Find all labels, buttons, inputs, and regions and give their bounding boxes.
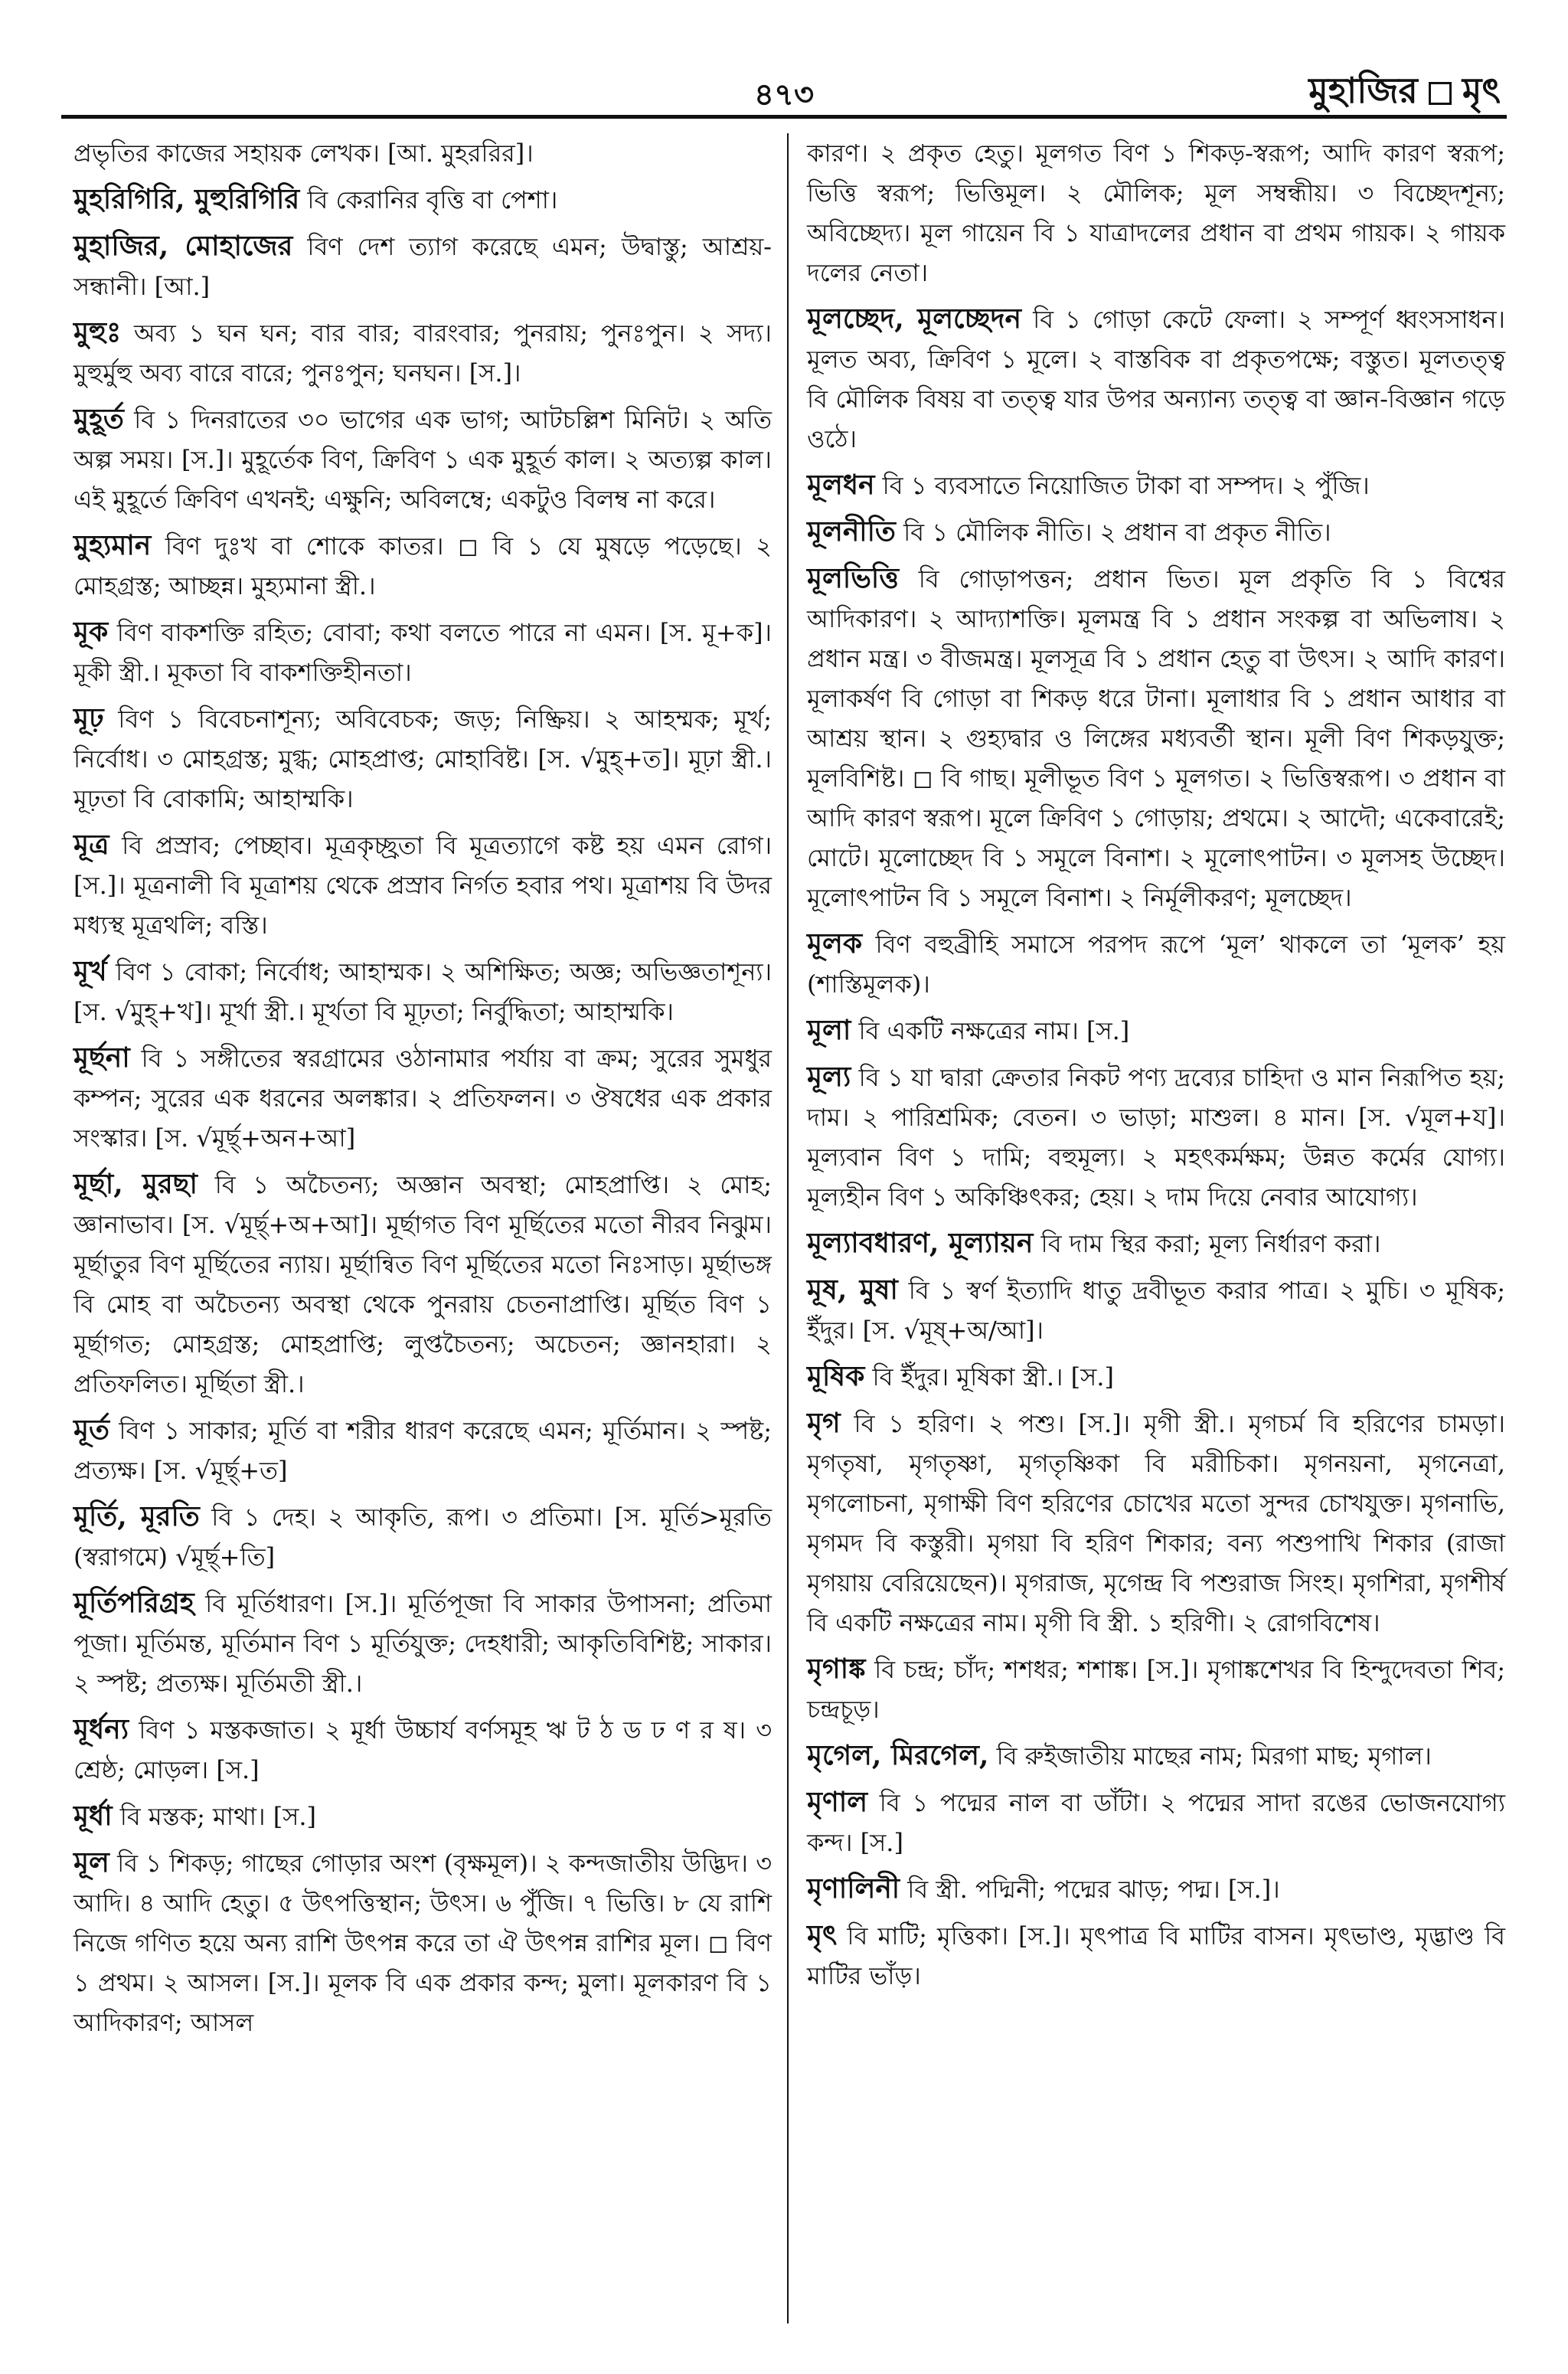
entry-definition: বিণ বাকশক্তি রহিত; বোবা; কথা বলতে পারে না এমন। [স. মূ+ক]। মূকী স্ত্রী.। মূকতা বি বাকশক্তিহীনতা। [74, 618, 773, 687]
dictionary-entry [74, 698, 772, 819]
dictionary-entry [807, 512, 1505, 552]
page-number: ৪৭৩ [754, 77, 814, 113]
dictionary-entry [74, 951, 772, 1032]
dictionary-entry [74, 1709, 772, 1790]
dictionary-entry [807, 1057, 1505, 1217]
dictionary-entry [807, 924, 1505, 1004]
entry-definition: বিণ দেশ ত্যাগ করেছে এমন; উদ্বাস্তু; আশ্রয়-সন্ধানী। [আ.] [74, 232, 772, 301]
running-head-last: মৃৎ [1462, 70, 1501, 111]
entry-headword: মূল্য [807, 1061, 851, 1093]
dictionary-entry [807, 1869, 1505, 1909]
entry-definition: বি রুইজাতীয় মাছের নাম; মিরগা মাছ; মৃগাল। [996, 1741, 1432, 1771]
dictionary-entry [74, 1038, 772, 1158]
entry-definition: বি ১ দেহ। ২ আকৃতি, রূপ। ৩ প্রতিমা। [স. মূর্তি>মূরতি (স্বরাগমে) √মূর্ছ্+তি] [74, 1503, 772, 1571]
entry-headword: মূলচ্ছেদ, মূলচ্ছেদন [807, 302, 1022, 335]
entry-headword: মূলক [807, 927, 862, 960]
dictionary-entry [807, 299, 1505, 459]
entry-definition: বি মস্তক; মাথা। [স.] [119, 1802, 316, 1831]
entry-headword: মূর্ছনা [74, 1041, 130, 1074]
entry-definition: বি দাম স্থির করা; মূল্য নির্ধারণ করা। [1040, 1229, 1381, 1258]
entry-headword: মূলা [807, 1014, 851, 1046]
dictionary-entry [74, 226, 772, 306]
entry-headword: মূলভিত্তি [807, 562, 899, 594]
dictionary-entry [807, 1735, 1505, 1776]
dictionary-entry [807, 1010, 1505, 1051]
dictionary-entry [807, 1356, 1505, 1397]
entry-definition: বি ১ পদ্মের নাল বা ডাঁটা। ২ পদ্মের সাদা রঙের ভোজনযোগ্য কন্দ। [স.] [807, 1788, 1506, 1857]
entry-definition: বিণ ১ মস্তকজাত। ২ মূর্ধা উচ্চার্য বর্ণসমূহ ঋ ট ঠ ড ঢ ণ র ষ। ৩ শ্রেষ্ঠ; মোড়ল। [স.] [74, 1715, 772, 1784]
entry-definition: বি ১ হরিণ। ২ পশু। [স.]। মৃগী স্ত্রী.। মৃগচর্ম বি হরিণের চামড়া। মৃগতৃষা, মৃগতৃষ্ণা, মৃগতৃষ্ণিকা বি মরীচিকা। মৃগনয়না, মৃগনেত্রা, মৃগলোচনা, মৃগাক্ষী বিণ হরিণের চোখের মতো সুন্দর চোখযুক্ত। মৃগনাভি, মৃগমদ বি কস্তুরী। মৃগয়া বি হরিণ শিকার; বন্য পশুপাখি শিকার (রাজা মৃগয়ায় বেরিয়েছেন)। মৃগরাজ, মৃগেন্দ্র বি পশুরাজ সিংহ। মৃগশিরা, মৃগশীর্ষ বি একটি নক্ষত্রের নাম। মৃগী বি স্ত্রী. ১ হরিণী। ২ রোগবিশেষ। [807, 1409, 1505, 1637]
entry-definition: বিণ ১ বোকা; নির্বোধ; আহাম্মক। ২ অশিক্ষিত; অজ্ঞ; অভিজ্ঞতাশূন্য। [স. √মুহ্+খ]। মূর্খা স্ত্রী.। মূর্খতা বি মূঢ়তা; নির্বুদ্ধিতা; আহাম্মকি। [74, 957, 773, 1026]
entry-definition: বিণ ১ বিবেচনাশূন্য; অবিবেচক; জড়; নিষ্ক্রিয়। ২ আহম্মক; মূর্খ; নির্বোধ। ৩ মোহগ্রস্ত; মুগ্ধ; মোহপ্রাপ্ত; মোহাবিষ্ট। [স. √মুহ্+ত]। মূঢ়া স্ত্রী.। মূঢ়তা বি বোকামি; আহাম্মকি। [74, 705, 773, 813]
entry-definition: বি ১ মৌলিক নীতি। ২ প্রধান বা প্রকৃত নীতি। [903, 518, 1331, 547]
dictionary-entry [807, 558, 1505, 917]
dictionary-entry [807, 1403, 1505, 1643]
entry-headword: মূর্ত [74, 1414, 110, 1446]
dictionary-entry [74, 1843, 772, 2042]
entry-definition: বি মাটি; মৃত্তিকা। [স.]। মৃৎপাত্র বি মাটির বাসন। মৃৎভাণ্ড, মৃদ্ভাণ্ড বি মাটির ভাঁড়। [807, 1921, 1505, 1990]
entry-headword: মুহূর্ত [74, 403, 124, 435]
box-separator-icon [1429, 82, 1452, 105]
dictionary-entry [74, 1410, 772, 1490]
entry-definition: প্রভৃতির কাজের সহায়ক লেখক। [আ. মুহররির]। [74, 139, 534, 168]
entry-headword: মূর্তিপরিগ্রহ [74, 1587, 194, 1619]
entry-headword: মৃগাঙ্ক [807, 1653, 866, 1685]
dictionary-entry [74, 1583, 772, 1703]
entry-definition: বি একটি নক্ষত্রের নাম। [স.] [858, 1016, 1130, 1045]
entry-headword: মুহাজির, মোহাজের [74, 230, 293, 262]
entry-headword: মূষিক [807, 1360, 865, 1392]
entry-headword: মূলধন [807, 469, 875, 501]
entry-definition: বি চন্দ্র; চাঁদ; শশধর; শশাঙ্ক। [স.]। মৃগাঙ্কশেখর বি হিন্দুদেবতা শিব; চন্দ্রচূড়। [807, 1655, 1505, 1724]
dictionary-entry [807, 1915, 1505, 1996]
entry-headword: মূক [74, 616, 109, 648]
dictionary-entry [807, 133, 1505, 293]
entry-definition: বি ১ স্বর্ণ ইত্যাদি ধাতু দ্রবীভূত করার পাত্র। ২ মুচি। ৩ মূষিক; ইঁদুর। [স. √মূষ্+অ/আ]। [807, 1276, 1506, 1345]
entry-definition: বি প্রস্রাব; পেচ্ছাব। মূত্রকৃচ্ছ্রতা বি মূত্রত্যাগে কষ্ট হয় এমন রোগ। [স.]। মূত্রনালী বি মূত্রাশয় থেকে প্রস্রাব নির্গত হবার পথ। মূত্রাশয় বি উদর মধ্যস্থ মূত্রথলি; বস্তি। [74, 831, 773, 940]
running-head-first: মুহাজির [1308, 70, 1418, 111]
entry-headword: মূল্যাবধারণ, মূল্যায়ন [807, 1227, 1034, 1259]
entry-headword: মূর্ধা [74, 1800, 113, 1832]
dictionary-entry [74, 179, 772, 220]
entry-definition: বি স্ত্রী. পদ্মিনী; পদ্মের ঝাড়; পদ্ম। [স.]। [907, 1875, 1280, 1904]
entry-headword: মূল [74, 1846, 109, 1879]
dictionary-entry [807, 1782, 1505, 1862]
dictionary-entry [74, 825, 772, 945]
entry-headword: মূলনীতি [807, 515, 896, 548]
entry-definition: বি গোড়াপত্তন; প্রধান ভিত। মূল প্রকৃতি বি ১ বিশ্বের আদিকারণ। ২ আদ্যাশক্তি। মূলমন্ত্র বি ১ প্রধান সংকল্প বা অভিলাষ। ২ প্রধান মন্ত্র। ৩ বীজমন্ত্র। মূলসূত্র বি ১ প্রধান হেতু বা উৎস। ২ আদি কারণ। মূলাকর্ষণ বি গোড়া বা শিকড় ধরে টানা। মূলাধার বি ১ প্রধান আধার বা আশ্রয় স্থান। ২ গুহ্যদ্বার ও লিঙ্গের মধ্যবর্তী স্থান। মূলী বিণ শিকড়যুক্ত; মূলবিশিষ্ট। ◻ বি গাছ। মূলীভূত বিণ ১ মূলগত। ২ ভিত্তিস্বরূপ। ৩ প্রধান বা আদি কারণ স্বরূপ। মূলে ক্রিবিণ ১ গোড়ায়; প্রথমে। ২ আদৌ; একেবারেই; মোটে। মূলোচ্ছেদ বি ১ সমূলে বিনাশ। ২ মূলোৎপাটন। ৩ মূলসহ উচ্ছেদ। মূলোৎপাটন বি ১ সমূলে বিনাশ। ২ নির্মূলীকরণ; মূলচ্ছেদ। [807, 564, 1505, 912]
dictionary-entry [807, 1649, 1505, 1729]
column-divider [787, 133, 789, 2323]
entry-definition: বি ১ দিনরাতের ৩০ ভাগের এক ভাগ; আটচল্লিশ মিনিট। ২ অতি অল্প সময়। [স.]। মুহূর্তেক বিণ, ক্রিবিণ ১ এক মুহূর্ত কাল। ২ অত্যল্প কাল। এই মুহূর্তে ক্রিবিণ এখনই; এক্ষুনি; অবিলম্বে; একটুও বিলম্ব না করে। [74, 405, 772, 514]
entry-headword: মূঢ় [74, 702, 104, 734]
dictionary-entry [74, 525, 772, 606]
entry-headword: মুহ্যমান [74, 529, 152, 561]
entry-headword: মূত্র [74, 829, 109, 861]
entry-headword: মূর্খ [74, 955, 107, 987]
entry-headword: মুহরিগিরি, মুহুরিগিরি [74, 183, 300, 215]
dictionary-entry [807, 1270, 1505, 1350]
entry-definition: বিণ দুঃখ বা শোকে কাতর। ◻ বি ১ যে মুষড়ে পড়েছে। ২ মোহগ্রস্ত; আচ্ছন্ন। মুহ্যমানা স্ত্রী.। [74, 531, 772, 600]
entry-definition: বি ১ ব্যবসাতে নিয়োজিত টাকা বা সম্পদ। ২ পুঁজি। [882, 471, 1370, 500]
entry-definition: বি ১ গোড়া কেটে ফেলা। ২ সম্পূর্ণ ধ্বংসসাধন। মূলত অব্য, ক্রিবিণ ১ মূলে। ২ বাস্তবিক বা প্রকৃতপক্ষে; বস্তুত। মূলতত্ত্ব বি মৌলিক বিষয় বা তত্ত্ব যার উপর অন্যান্য তত্ত্ব বা জ্ঞান-বিজ্ঞান গড়ে ওঠে। [807, 305, 1506, 453]
entry-headword: মৃগ [807, 1407, 841, 1439]
entry-headword: মৃৎ [807, 1919, 838, 1951]
entry-definition: বি ১ শিকড়; গাছের গোড়ার অংশ (বৃক্ষমূল)। ২ কন্দজাতীয় উদ্ভিদ। ৩ আদি। ৪ আদি হেতু। ৫ উৎপত্তিস্থান; উৎস। ৬ পুঁজি। ৭ ভিত্তি। ৮ যে রাশি নিজে গণিত হয়ে অন্য রাশি উৎপন্ন করে তা ঐ উৎপন্ন রাশির মূল। ◻ বিণ ১ প্রথম। ২ আসল। [স.]। মূলক বি এক প্রকার কন্দ; মুলা। মূলকারণ বি ১ আদিকারণ; আসল [74, 1849, 773, 2037]
header-rule [61, 115, 1507, 119]
entry-headword: মৃগেল, মিরগেল, [807, 1739, 989, 1771]
dictionary-entry [74, 1796, 772, 1836]
entry-definition: বি কেরানির বৃত্তি বা পেশা। [307, 185, 558, 214]
entry-definition: অব্য ১ ঘন ঘন; বার বার; বারংবার; পুনরায়; পুনঃপুন। ২ সদ্য। মুহুর্মুহু অব্য বারে বারে; পুনঃপুন; ঘনঘন। [স.]। [74, 319, 772, 387]
dictionary-entry [74, 1164, 772, 1404]
dictionary-entry [74, 612, 772, 692]
entry-headword: মূর্ধন্য [74, 1713, 129, 1745]
dictionary-entry [74, 1496, 772, 1577]
entry-definition: বিণ বহুব্রীহি সমাসে পরপদ রূপে ‘মূল’ থাকলে তা ‘মূলক’ হয় (শাস্তিমূলক)। [807, 930, 1505, 999]
entry-headword: মৃণালিনী [807, 1872, 900, 1905]
entry-definition: কারণ। ২ প্রকৃত হেতু। মূলগত বিণ ১ শিকড়-স্বরূপ; আদি কারণ স্বরূপ; ভিত্তি স্বরূপ; ভিত্তিমূল। ২ মৌলিক; মূল সম্বন্ধীয়। ৩ বিচ্ছেদশূন্য; অবিচ্ছেদ্য। মূল গায়েন বি ১ যাত্রাদলের প্রধান বা প্রথম গায়ক। ২ গায়ক দলের নেতা। [807, 139, 1505, 287]
entry-definition: বি ১ অচৈতন্য; অজ্ঞান অবস্থা; মোহপ্রাপ্তি। ২ মোহ; জ্ঞানাভাব। [স. √মূর্ছ্+অ+আ]। মূর্ছাগত বিণ মূর্ছিতের মতো নীরব নিঝুম। মূর্ছাতুর বিণ মূর্ছিতের ন্যায়। মূর্ছান্বিত বিণ মূর্ছিতের মতো নিঃসাড়। মূর্ছাভঙ্গ বি মোহ বা অচৈতন্য অবস্থা থেকে পুনরায় চেতনাপ্রাপ্তি। মূর্ছিত বিণ ১ মূর্ছাগত; মোহগ্রস্ত; মোহপ্রাপ্তি; লুপ্তচৈতন্য; অচেতন; জ্ঞানহারা। ২ প্রতিফলিত। মূর্ছিতা স্ত্রী.। [74, 1170, 773, 1398]
dictionary-entry [74, 399, 772, 519]
right-column [807, 133, 1505, 2002]
entry-definition: বিণ ১ সাকার; মূর্তি বা শরীর ধারণ করেছে এমন; মূর্তিমান। ২ স্পষ্ট; প্রত্যক্ষ। [স. √মূর্ছ্+ত] [74, 1416, 772, 1485]
entry-headword: মুহুঃ [74, 316, 122, 348]
entry-headword: মূর্ছা, মুরছা [74, 1168, 198, 1200]
dictionary-entry [74, 133, 772, 173]
entry-headword: মৃণাল [807, 1786, 868, 1818]
dictionary-entry [74, 312, 772, 393]
dictionary-entry [807, 1223, 1505, 1264]
entry-headword: মূর্তি, মূরতি [74, 1500, 200, 1532]
running-head [1308, 64, 1501, 123]
entry-headword: মূষ, মুষা [807, 1274, 898, 1306]
entry-definition: বি ইঁদুর। মূষিকা স্ত্রী.। [স.] [872, 1362, 1114, 1391]
left-column [74, 133, 772, 2049]
entry-definition: বি ১ সঙ্গীতের স্বরগ্রামের ওঠানামার পর্যায় বা ক্রম; সুরের সুমধুর কম্পন; সুরের এক ধরনের অলঙ্কার। ২ প্রতিফলন। ৩ ঔষধের এক প্রকার সংস্কার। [স. √মূর্ছ্+অন+আ] [74, 1044, 772, 1153]
dictionary-entry [807, 465, 1505, 505]
entry-definition: বি ১ যা দ্বারা ক্রেতার নিকট পণ্য দ্রব্যের চাহিদা ও মান নিরূপিত হয়; দাম। ২ পারিশ্রমিক; বেতন। ৩ ভাড়া; মাশুল। ৪ মান। [স. √মূল+য]। মূল্যবান বিণ ১ দামি; বহুমূল্য। ২ মহৎকর্মক্ষম; উন্নত কর্মের যোগ্য। মূল্যহীন বিণ ১ অকিঞ্চিৎকর; হেয়। ২ দাম দিয়ে নেবার আযোগ্য। [807, 1063, 1505, 1212]
entry-definition: বি মূর্তিধারণ। [স.]। মূর্তিপূজা বি সাকার উপাসনা; প্রতিমা পূজা। মূর্তিমন্ত, মূর্তিমান বিণ ১ মূর্তিযুক্ত; দেহধারী; আকৃতিবিশিষ্ট; সাকার। ২ স্পষ্ট; প্রত্যক্ষ। মূর্তিমতী স্ত্রী.। [74, 1589, 772, 1698]
